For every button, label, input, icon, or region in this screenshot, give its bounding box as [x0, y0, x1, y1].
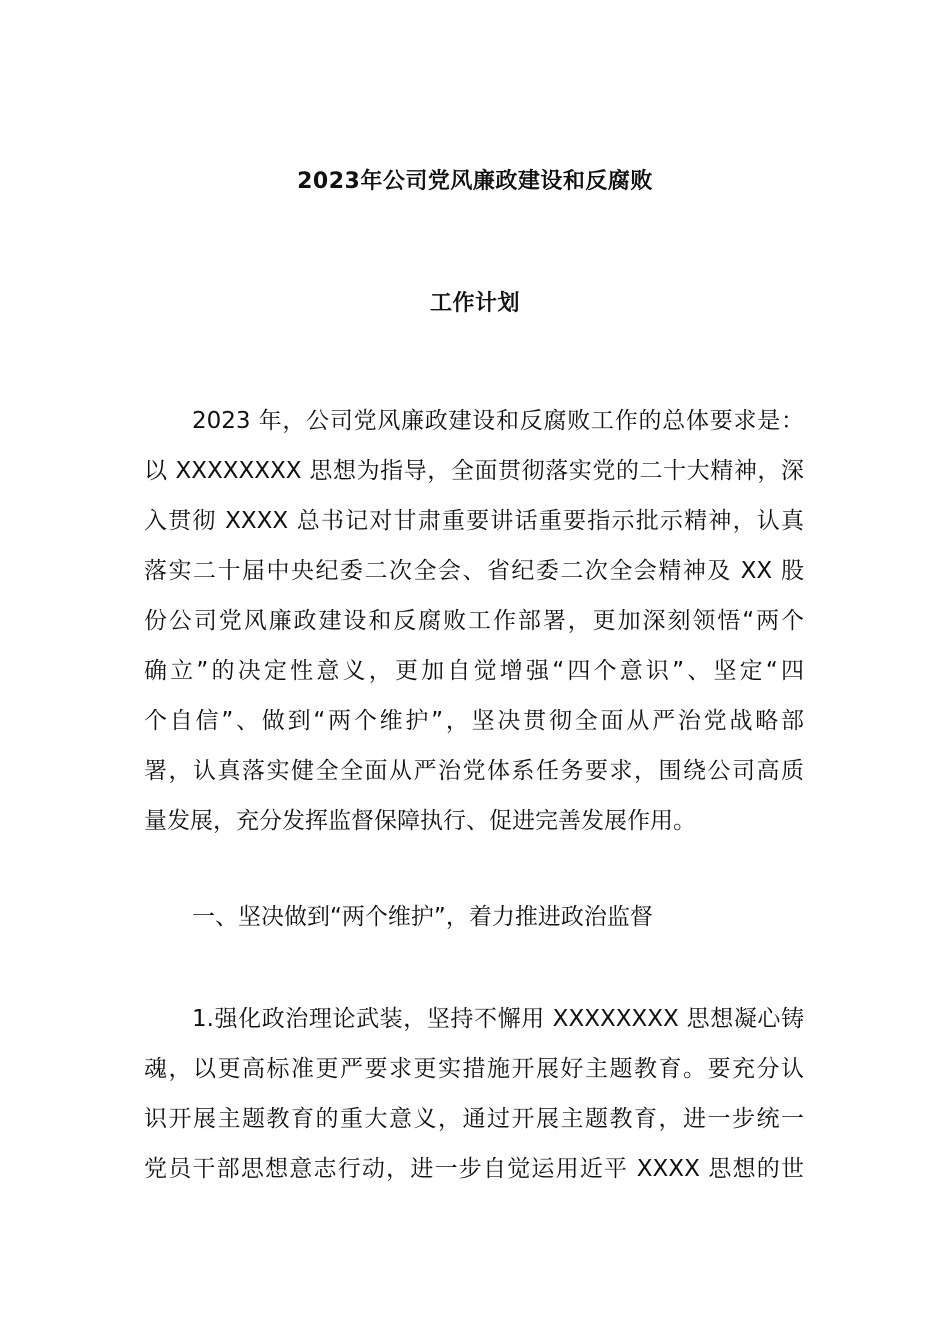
document-title-line-1: 2023年公司党风廉政建设和反腐败	[297, 169, 653, 194]
document-title-line-2: 工作计划	[429, 291, 520, 316]
section-1-paragraph	[144, 994, 804, 1194]
paragraph-line: 份公司党风廉政建设和反腐败工作部署，更加深刻领悟“两个	[144, 608, 804, 634]
paragraph-line: 确立”的决定性意义，更加自觉增强“四个意识”、坚定“四	[144, 658, 804, 684]
section-heading-1	[144, 892, 804, 942]
paragraph-line: 以 XXXXXXXX 思想为指导，全面贯彻落实党的二十大精神，深	[144, 458, 804, 484]
paragraph-line: 魂，以更高标准更严要求更实措施开展好主题教育。要充分认	[144, 1056, 804, 1082]
section-heading-text: 一、坚决做到“两个维护”，着力推进政治监督	[192, 904, 653, 930]
paragraph-line: 识开展主题教育的重大意义，通过开展主题教育，进一步统一	[144, 1106, 804, 1132]
paragraph-line: 量发展，充分发挥监督保障执行、促进完善发展作用。	[144, 808, 696, 834]
paragraph-line: 党员干部思想意志行动，进一步自觉运用近平 XXXX 思想的世	[144, 1156, 804, 1182]
paragraph-line: 署，认真落实健全全面从严治党体系任务要求，围绕公司高质	[144, 758, 804, 784]
paragraph-line: 落实二十届中央纪委二次全会、省纪委二次全会精神及 XX 股	[144, 558, 804, 584]
paragraph-line: 入贯彻 XXXX 总书记对甘肃重要讲话重要指示批示精神，认真	[144, 508, 804, 534]
paragraph-line: 个自信”、做到“两个维护”，坚决贯彻全面从严治党战略部	[144, 708, 804, 734]
paragraph-line: 1.强化政治理论武装，坚持不懈用 XXXXXXXX 思想凝心铸	[192, 1006, 804, 1032]
intro-paragraph	[144, 396, 804, 846]
paragraph-line: 2023 年，公司党风廉政建设和反腐败工作的总体要求是：	[192, 408, 804, 434]
